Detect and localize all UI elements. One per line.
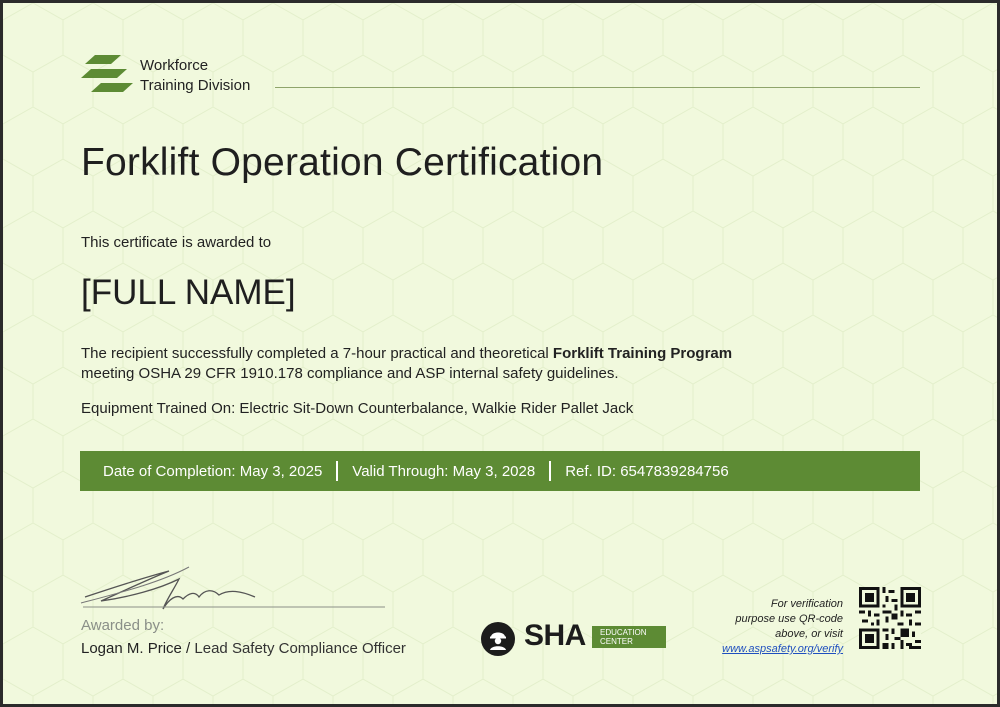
organization-name [140,56,250,96]
awarded-by-label: Awarded by: [81,617,165,634]
verification-link[interactable]: www.aspsafety.org/verify [722,643,843,655]
certificate-page [3,3,997,704]
header-divider [275,87,920,88]
description-text-1: The recipient successfully completed a 7-hour practical and theoretical [81,345,553,362]
valid-through-date: Valid Through: May 3, 2028 [352,462,536,480]
safety-worker-icon [481,622,515,656]
description-text-2: meeting OSHA 29 CFR 1910.178 compliance and ASP internal safety guidelines. [81,365,619,382]
completion-date: Date of Completion: May 3, 2025 [103,462,323,480]
band-separator [549,461,551,481]
certificate-title: Forklift Operation Certification [81,141,604,184]
education-center-badge [592,626,666,648]
sha-brand-name: SHA [524,619,586,652]
signer-separator: / [181,640,195,657]
training-division-logo [81,53,135,95]
program-name: Forklift Training Program [552,345,733,362]
org-line-2: Training Division [140,77,251,94]
certificate-description [81,344,841,384]
recipient-name: [FULL NAME] [81,273,296,312]
signature-image [79,559,389,617]
band-separator [336,461,338,481]
verify-line-1: For verification [770,598,843,610]
verify-line-2: purpose use QR-code [735,613,843,625]
equipment-trained: Equipment Trained On: Electric Sit-Down Counterbalance, Walkie Rider Pallet Jack [81,400,634,417]
org-line-1: Workforce [140,57,209,74]
signer-info [81,640,406,657]
verification-note [693,597,843,657]
reference-id: Ref. ID: 6547839284756 [565,462,729,480]
details-band [80,451,920,491]
qr-code-icon [859,587,921,649]
badge-line-1: EDUCATION [600,628,647,637]
verify-line-3: above, or visit [775,628,843,640]
awarded-to-label: This certificate is awarded to [81,234,272,251]
signer-role: Lead Safety Compliance Officer [194,640,406,657]
signer-name: Logan M. Price [81,640,182,657]
badge-line-2: CENTER [600,637,633,646]
